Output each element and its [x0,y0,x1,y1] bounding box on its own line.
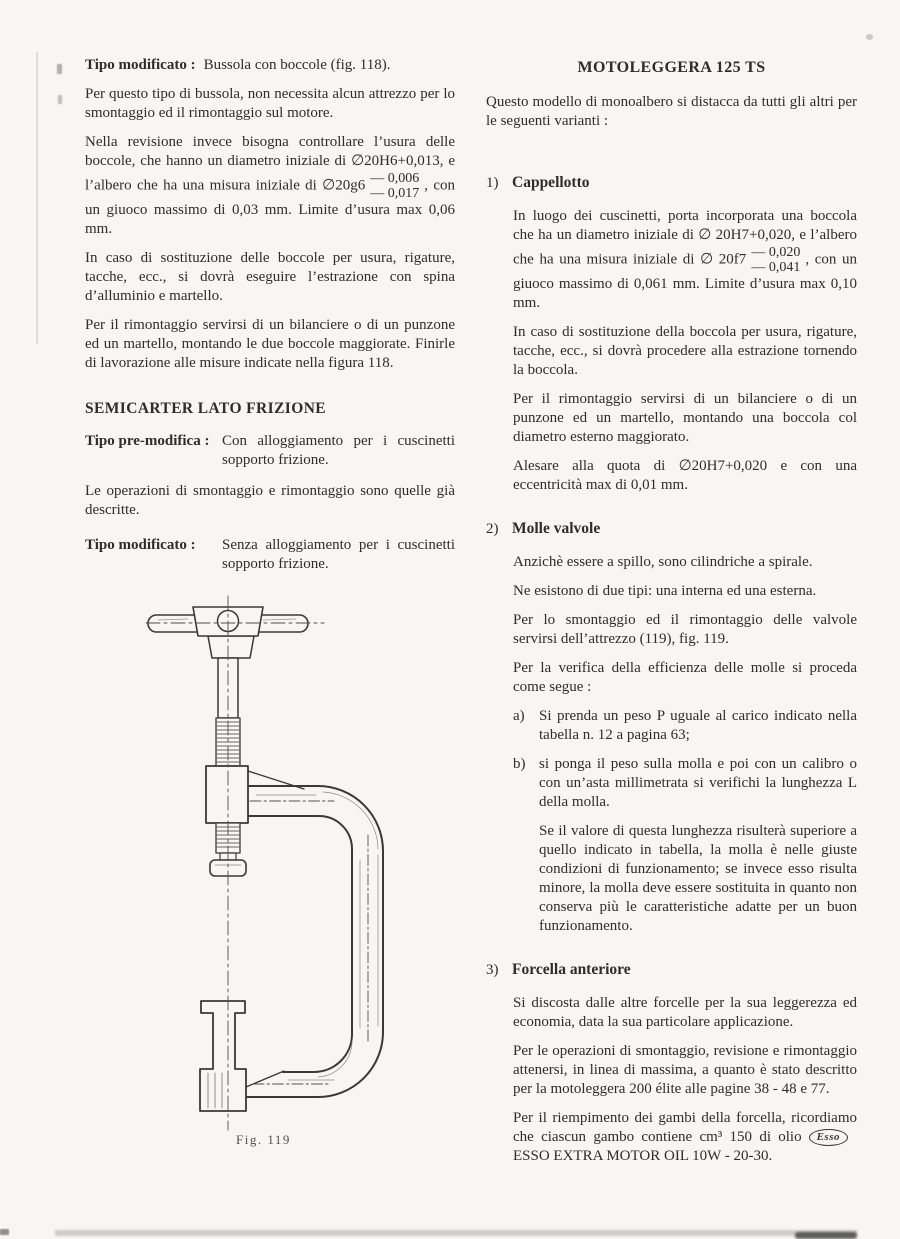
tolerance-fraction [751,245,800,275]
section-2-body [513,553,857,936]
section-1-heading-line [486,173,857,193]
fraction-bottom: — 0,017 [370,186,420,201]
esso-logo: Esso [809,1129,848,1146]
left-column [85,56,455,586]
page-title: MOTOLEGGERA 125 TS [577,59,766,76]
list-item-b-text: si ponga il peso sulla molla e poi con un calibro o con un’asta millimetrata si verifichi la lunghezza L della molla. [539,756,857,810]
section-3-number: 3) [486,962,499,978]
revisione-seg1: Nella revisione invece bisogna controllare l’usura delle boccole, che hanno un diametro iniziale di ∅20H6+0,013, e l’albero che ha una misura iniziale di ∅20g6 [85,134,455,194]
fraction-bottom: — 0,041 [751,260,801,275]
tipo-modificato2-row [85,536,455,574]
tipo-modificato-label: Tipo modificato : [85,57,196,73]
paragraph-oil [513,1109,857,1166]
paragraph-operazioni: Le operazioni di smontaggio e rimontaggio sono quelle già descritte. [85,483,455,518]
paragraph: Per le operazioni di smontaggio, revisione e rimontaggio attenersi, in linea di massima, a quanto è stato descritto per la motoleggera 200 élite alle pagine 38 - 48 e 77. [513,1043,857,1097]
figure-caption: Fig. 119 [236,1132,291,1147]
list-item-a-text: Si prenda un peso P uguale al carico indicato nella tabella n. 12 a pagina 63; [539,708,857,743]
section-forcella-anteriore [486,960,857,1166]
tipo-modificato2-text: Senza alloggiamento per i cuscinetti sopporto frizione. [222,537,455,572]
list-item-b-label: b) [513,756,526,772]
list-item-a-label: a) [513,708,525,724]
paragraph: Alesare alla quota di ∅20H7+0,020 e con una eccentricità max di 0,01 mm. [513,458,857,493]
section-molle-valvole [486,519,857,936]
section-1-heading: Cappellotto [512,174,590,191]
paragraph-rimontaggio: Per il rimontaggio servirsi di un bilanciere o di un punzone ed un martello, montando le due boccole maggiorate. Finirle di lavorazione alle misure indicate nella figura 118. [85,317,455,371]
section-2-heading-line [486,519,857,539]
paragraph [513,207,857,313]
paragraph: Ne esistono di due tipi: una interna ed una esterna. [513,583,817,599]
tipo-modificato-text: Bussola con boccole (fig. 118). [203,57,391,73]
tipo-premodifica-text: Con alloggiamento per i cuscinetti sopporto frizione. [222,433,455,468]
scan-artifact-corner [0,1229,9,1235]
paragraph: Anzichè essere a spillo, sono cilindriche a spirale. [513,554,813,570]
s3-p3-seg2: ESSO EXTRA MOTOR OIL 10W - 20-30. [513,1148,773,1164]
paragraph-sostituzione: In caso di sostituzione delle boccole per usura, rigature, tacche, ecc., si dovrà eseguire l’estrazione con spina d’alluminio e martello. [85,250,455,304]
fraction-top: — 0,020 [751,245,801,260]
list-item-a [513,707,857,745]
list-item-b [513,755,857,812]
paragraph-attrezzo: Per questo tipo di bussola, non necessita alcun attrezzo per lo smontaggio ed il rimontaggio sul motore. [85,86,455,121]
scan-artifact-speck [866,34,873,40]
paragraph: Per il rimontaggio servirsi di un bilanciere o di un punzone ed un martello, montando una boccola col diametro esterno maggiorato. [513,391,857,445]
intro-paragraph: Questo modello di monoalbero si distacca da tutti gli altri per le seguenti varianti : [486,94,857,129]
tolerance-fraction [370,171,419,201]
scan-artifact-bottom-smudge [795,1232,857,1239]
s1-p1-seg1: In luogo dei cuscinetti, porta incorporata una boccola che ha un diametro iniziale di ∅ 20H7+0,020, e l’albero che ha una misura iniziale di ∅ 20f7 [513,208,857,268]
section-cappellotto [486,173,857,495]
scan-artifact-margin-mark [57,64,62,74]
section-3-heading: Forcella anteriore [512,961,631,978]
valve-spring-compressor-figure [138,590,390,1142]
scan-artifact-left-line [36,52,38,344]
scan-artifact-margin-mark [58,95,62,104]
paragraph-note: Se il valore di questa lunghezza risulterà superiore a quello indicato in tabella, la molla è nelle giuste condizioni di funzionamento; se invece esso risulta minore, la molla deve essere sostituita in quanto non conserva più le caratteristiche adatte per un buon funzionamento. [539,823,857,934]
paragraph: In caso di sostituzione della boccola per usura, rigature, tacche, ecc., si dovrà procedere alla estrazione tornendo la boccola. [513,324,857,378]
section-2-heading: Molle valvole [512,520,601,537]
revisione-seg2: , con un giuoco massimo di 0,03 mm. Limite d’usura max 0,06 mm. [85,177,455,237]
fraction-top: — 0,006 [370,171,420,186]
section-heading-semicarter: SEMICARTER LATO FRIZIONE [85,400,327,417]
s1-p1-seg2: , con un giuoco massimo di 0,061 mm. Limite d’usura max 0,10 mm. [513,251,857,311]
paragraph: Per lo smontaggio ed il rimontaggio delle valvole servirsi dell’attrezzo (119), fig. 119. [513,612,857,647]
section-3-body [513,994,857,1166]
paragraph-revisione [85,133,455,239]
section-1-number: 1) [486,175,499,191]
paragraph: Si discosta dalle altre forcelle per la sua leggerezza ed economia, data la sua particolare applicazione. [513,995,857,1030]
tipo-premodifica-label: Tipo pre-modifica : [85,433,210,449]
section-2-number: 2) [486,521,499,537]
tipo-premodifica-row [85,432,455,470]
right-column [486,58,857,1176]
section-3-heading-line [486,960,857,980]
section-1-body [513,207,857,495]
tipo-modificato2-label: Tipo modificato : [85,537,196,553]
tipo-modificato-line [85,56,455,75]
paragraph: Per la verifica della efficienza delle molle si proceda come segue : [513,660,857,695]
scan-artifact-bottom-streak [55,1230,857,1236]
s3-p3-seg1: Per il riempimento dei gambi della forcella, ricordiamo che ciascun gambo contiene cm³ 150 di olio [513,1110,857,1145]
